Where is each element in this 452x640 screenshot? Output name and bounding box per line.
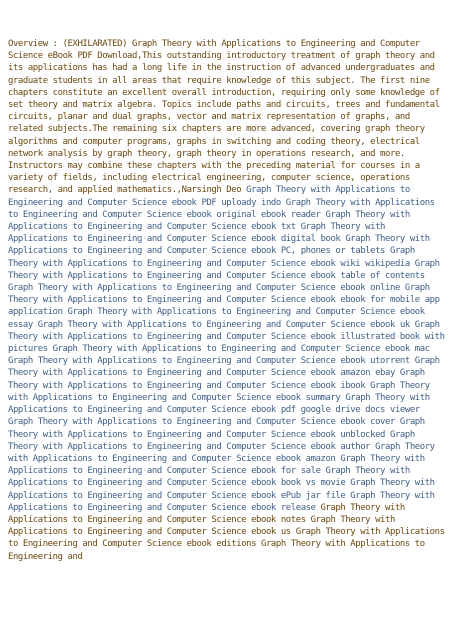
document-body [8,38,448,563]
keyword-list-blue: Graph Theory with Applications to Engineering and Computer Science ebook PDF uploady indo Graph Theory with Applications to Engineering and Computer Science ebook original ebook reader Graph Theory with Applications to Engineering and Computer Science ebook txt Graph Theory with Applications to Engineering and Computer Science ebook digital book Graph Theory with Applications to Engineering and Computer Science ebook PC, phones or tablets Graph Theory with Applications to Engineering and Computer Science ebook wiki wikipedia Graph Theory with Applications to Engineering and Computer Science ebook table of contents Graph Theory with Applications to Engineering and Computer Science ebook online Graph Theory with Applications to Engineering and Computer Science ebook ebook for mobile app application Graph Theory with Applications to Engineering and Computer Science ebook essay Graph Theory with Applications to Engineering and Computer Science ebook uk Graph Theory with Applications to Engineering and Computer Science ebook illustrated book with pictures [8,185,450,355]
author-name: Narsingh Deo [181,185,242,196]
overview-paragraph: Overview : (EXHILARATED) Graph Theory with Applications to Engineering and Computer Science eBook PDF Download,This outstanding introductory treatment of graph theory and its applications has had a long life in the instruction of advanced undergraduates and graduate students in all areas that require knowledge of this subject. The first nine chapters constitute an excellent overall introduction, requiring only some knowledge of set theory and matrix algebra. Topics include paths and circuits, trees and fundamental circuits, planar and dual graphs, vector and matrix representation of graphs, and related subjects.The remaining six chapters are more advanced, covering graph theory algorithms and computer programs, graphs in switching and coding theory, electrical network analysis by graph theory, graph theory in operations research, and more. Instructors may combine these chapters with the preceding material for courses in a variety of fields, including electrical engineering, computer science, operations research, and applied mathematics., [8,39,445,196]
keyword-list-blue-2: Graph Theory with Applications to Engineering and Computer Science ebook mac Graph Theory with Applications to Engineering and Computer Science ebook utorrent Graph Theory with Applications to Engineering and Computer Science ebook amazon ebay Graph Theory with Applications to Engineering and Computer Science ebook ibook Graph Theory with Applications to Engineering and Computer Science ebook summary Graph Theory with Applications to Engineering and Computer Science ebook pdf google drive docs viewer Graph Theory with Applications to Engineering and Computer Science ebook cover Graph Theory with Applications to Engineering and Computer Science ebook unblocked Graph Theory with Applications to Engineering and Computer Science ebook author Graph Theory with Applications to Engineering and Computer Science ebook amazon Graph Theory with Applications to Engineering and Computer Science ebook for sale Graph Theory with Applications to Engineering and Computer Science ebook book vs movie Graph Theory with Applications to Engineering and Computer Science ebook ePub jar file Graph Theory with Applications to Engineering and Computer Science ebook release [8,344,445,513]
keyword-list-brown: Graph Theory with Applications to Engineering and Computer Science ebook notes Graph Theory with Applications to Engineering and Computer Science ebook us Graph Theory with Applications to Engineering and Computer Science ebook editions Graph Theory with Applications to Engineering and [8,502,450,562]
